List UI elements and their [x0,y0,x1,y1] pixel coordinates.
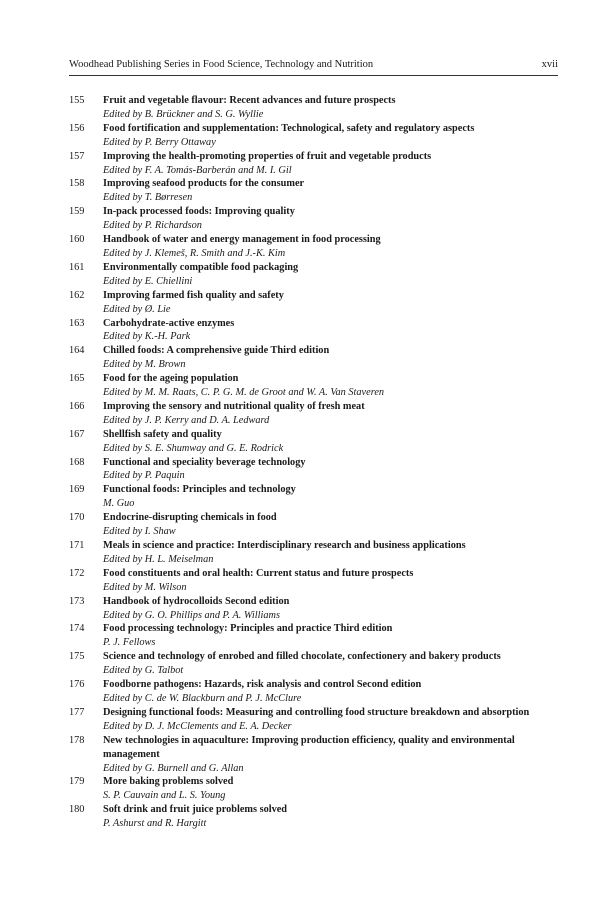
entry-body [103,595,544,623]
entry-number: 163 [69,317,85,329]
entry-number: 177 [69,706,85,718]
list-item [69,650,544,678]
entry-number: 167 [69,428,85,440]
list-item [69,706,544,734]
list-item [69,289,544,317]
list-item [69,539,544,567]
page-number: xvii [541,59,558,70]
entry-editors: Edited by J. P. Kerry and D. A. Ledward [103,414,270,426]
list-item [69,261,544,289]
entry-title: Food constituents and oral health: Current status and future prospects [103,567,414,579]
entry-number: 174 [69,623,85,635]
entry-number: 175 [69,651,85,663]
entry-body [103,650,544,678]
entry-body [103,567,544,595]
entry-body [103,94,544,122]
entry-title: Improving farmed fish quality and safety [103,289,284,301]
list-item [69,595,544,623]
entry-body [103,317,544,345]
list-item [69,344,544,372]
list-item [69,372,544,400]
entry-number: 168 [69,456,85,468]
entry-body [103,706,544,734]
list-item [69,150,544,178]
entry-title: Chilled foods: A comprehensive guide Third edition [103,345,330,357]
entry-editors: Edited by H. L. Meiselman [103,553,214,565]
entry-title: Functional and speciality beverage technology [103,456,306,468]
entry-title: Functional foods: Principles and technology [103,484,296,496]
entry-number: 171 [69,540,85,551]
entry-number: 176 [69,679,85,691]
entry-title: Designing functional foods: Measuring and controlling food structure breakdown and absorption [103,706,530,718]
entry-title: Fruit and vegetable flavour: Recent advances and future prospects [103,95,396,106]
entry-editors: P. J. Fellows [103,637,156,649]
entry-editors: Edited by T. Børresen [103,192,193,204]
entry-title: Improving seafood products for the consumer [103,178,305,190]
list-item [69,734,544,776]
entry-number: 178 [69,734,85,746]
list-item [69,803,544,831]
entry-editors: Edited by J. Klemeš, R. Smith and J.-K. Kim [103,247,286,259]
running-header [69,58,558,72]
entry-editors: Edited by D. J. McClements and E. A. Decker [103,720,292,732]
entry-title: Handbook of water and energy management in food processing [103,234,381,246]
entry-body [103,428,544,456]
header-rule [69,75,558,76]
entry-number: 161 [69,261,85,273]
entry-title: In-pack processed foods: Improving quality [103,206,295,218]
list-item [69,94,544,122]
entry-title: Endocrine-disrupting chemicals in food [103,512,277,524]
entry-title: Science and technology of enrobed and filled chocolate, confectionery and bakery products [103,651,501,663]
entry-editors: P. Ashurst and R. Hargitt [103,818,207,830]
entry-number: 179 [69,776,85,788]
series-list [69,94,544,831]
series-title: Woodhead Publishing Series in Food Science, Technology and Nutrition [69,59,374,70]
entry-title: New technologies in aquaculture: Improving production efficiency, quality and environmental management [103,734,515,760]
entry-number: 162 [69,289,85,301]
list-item [69,122,544,150]
entry-number: 172 [69,567,85,579]
entry-body [103,622,544,650]
entry-number: 180 [69,804,85,816]
list-item [69,233,544,261]
entry-number: 158 [69,178,85,190]
entry-body [103,233,544,261]
entry-editors: Edited by C. de W. Blackburn and P. J. McClure [103,692,302,704]
list-item [69,483,544,511]
entry-body [103,150,544,178]
entry-editors: Edited by B. Brückner and S. G. Wyllie [103,108,264,120]
entry-editors: Edited by G. Burnell and G. Allan [103,762,244,774]
entry-title: Soft drink and fruit juice problems solved [103,804,288,816]
list-item [69,622,544,650]
entry-number: 159 [69,206,85,218]
entry-editors: Edited by K.-H. Park [103,331,191,343]
entry-editors: Edited by I. Shaw [103,526,176,538]
entry-number: 157 [69,150,85,162]
list-item [69,400,544,428]
entry-number: 160 [69,234,85,246]
entry-editors: Edited by S. E. Shumway and G. E. Rodrick [103,442,284,454]
list-item [69,775,544,803]
entry-editors: S. P. Cauvain and L. S. Young [103,790,226,802]
entry-editors: Edited by G. Talbot [103,665,184,677]
entry-number: 156 [69,122,85,134]
entry-number: 173 [69,595,85,607]
entry-body [103,511,544,539]
entry-title: Improving the sensory and nutritional quality of fresh meat [103,400,365,412]
entry-editors: Edited by F. A. Tomás-Barberán and M. I. Gil [103,164,292,176]
entry-body [103,205,544,233]
entry-editors: Edited by M. Brown [103,359,186,371]
entry-title: Improving the health-promoting properties of fruit and vegetable products [103,150,432,162]
entry-body [103,539,544,567]
list-item [69,456,544,484]
entry-editors: Edited by E. Chiellini [103,275,193,287]
entry-number: 169 [69,484,85,496]
entry-title: Meals in science and practice: Interdisciplinary research and business applications [103,540,466,551]
entry-title: More baking problems solved [103,776,234,788]
entry-body [103,678,544,706]
list-item [69,567,544,595]
entry-title: Food for the ageing population [103,373,239,385]
entry-body [103,344,544,372]
entry-editors: Edited by Ø. Lie [103,303,171,315]
list-item [69,511,544,539]
entry-number: 166 [69,400,85,412]
entry-editors: Edited by P. Richardson [103,220,202,232]
entry-editors: Edited by P. Berry Ottaway [103,136,216,148]
entry-body [103,177,544,205]
entry-body [103,289,544,317]
list-item [69,428,544,456]
entry-body [103,734,544,776]
entry-editors: Edited by P. Paquin [103,470,185,482]
entry-body [103,261,544,289]
entry-editors: Edited by M. Wilson [103,581,187,593]
entry-body [103,775,544,803]
entry-number: 155 [69,95,85,106]
entry-title: Foodborne pathogens: Hazards, risk analysis and control Second edition [103,679,422,691]
list-item [69,205,544,233]
entry-number: 170 [69,512,85,524]
entry-body [103,122,544,150]
entry-body [103,803,544,831]
entry-title: Food processing technology: Principles and practice Third edition [103,623,393,635]
entry-title: Carbohydrate-active enzymes [103,317,235,329]
list-item [69,317,544,345]
entry-title: Environmentally compatible food packaging [103,261,299,273]
entry-body [103,483,544,511]
entry-body [103,400,544,428]
entry-number: 165 [69,373,85,385]
entry-editors: Edited by M. M. Raats, C. P. G. M. de Groot and W. A. Van Staveren [103,387,385,399]
entry-editors: M. Guo [103,498,135,510]
entry-title: Food fortification and supplementation: Technological, safety and regulatory aspects [103,122,475,134]
entry-title: Shellfish safety and quality [103,428,222,440]
list-item [69,678,544,706]
entry-body [103,372,544,400]
list-item [69,177,544,205]
entry-number: 164 [69,345,85,357]
entry-title: Handbook of hydrocolloids Second edition [103,595,290,607]
entry-editors: Edited by G. O. Phillips and P. A. Williams [103,609,280,621]
entry-body [103,456,544,484]
